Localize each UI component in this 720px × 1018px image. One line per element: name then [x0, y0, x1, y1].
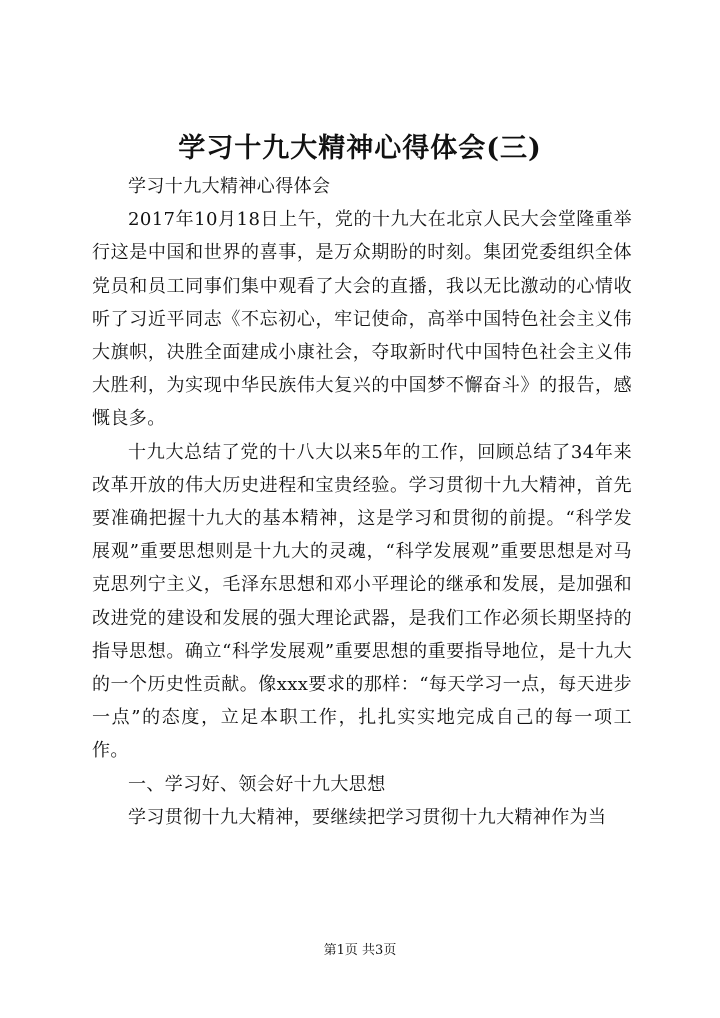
paragraph-intro: 2017年10月18日上午，党的十九大在北京人民大会堂隆重举行这是中国和世界的喜事，是万众期盼的时刻。集团党委组织全体党员和员工同事们集中观看了大会的直播，我以无比激动的心情收听了习近平同志《不忘初心，牢记使命，高举中国特色社会主义伟大旗帜，决胜全面建成小康社会，夺取新时代中国特色社会主义伟大胜利，为实现中华民族伟大复兴的中国梦不懈奋斗》的报告，感慨良多。 [92, 209, 632, 430]
section-heading-1: 一、学习好、领会好十九大思想 [128, 773, 386, 795]
page-indicator: 第1页 共3页 [323, 943, 397, 958]
document-body [92, 170, 632, 834]
document-title: 学习十九大精神心得体会(三) [178, 133, 542, 164]
section-subtitle: 学习十九大精神心得体会 [128, 176, 331, 197]
paragraph-summary: 十九大总结了党的十八大以来5年的工作，回顾总结了34年来改革开放的伟大历史进程和宝贵经验。学习贯彻十九大精神，首先要准确把握十九大的基本精神，这是学习和贯彻的前提。“科学发展观”重要思想则是十九大的灵魂，“科学发展观”重要思想是对马克思列宁主义，毛泽东思想和邓小平理论的继承和发展，是加强和改进党的建设和发展的强大理论武器，是我们工作必须长期坚持的指导思想。确立“科学发展观”重要思想的重要指导地位，是十九大的一个历史性贡献。像xxx要求的那样：“每天学习一点，每天进步一点”的态度，立足本职工作，扎扎实实地完成自己的每一项工作。 [92, 441, 632, 762]
paragraph-section-1: 学习贯彻十九大精神，要继续把学习贯彻十九大精神作为当 [128, 806, 607, 828]
